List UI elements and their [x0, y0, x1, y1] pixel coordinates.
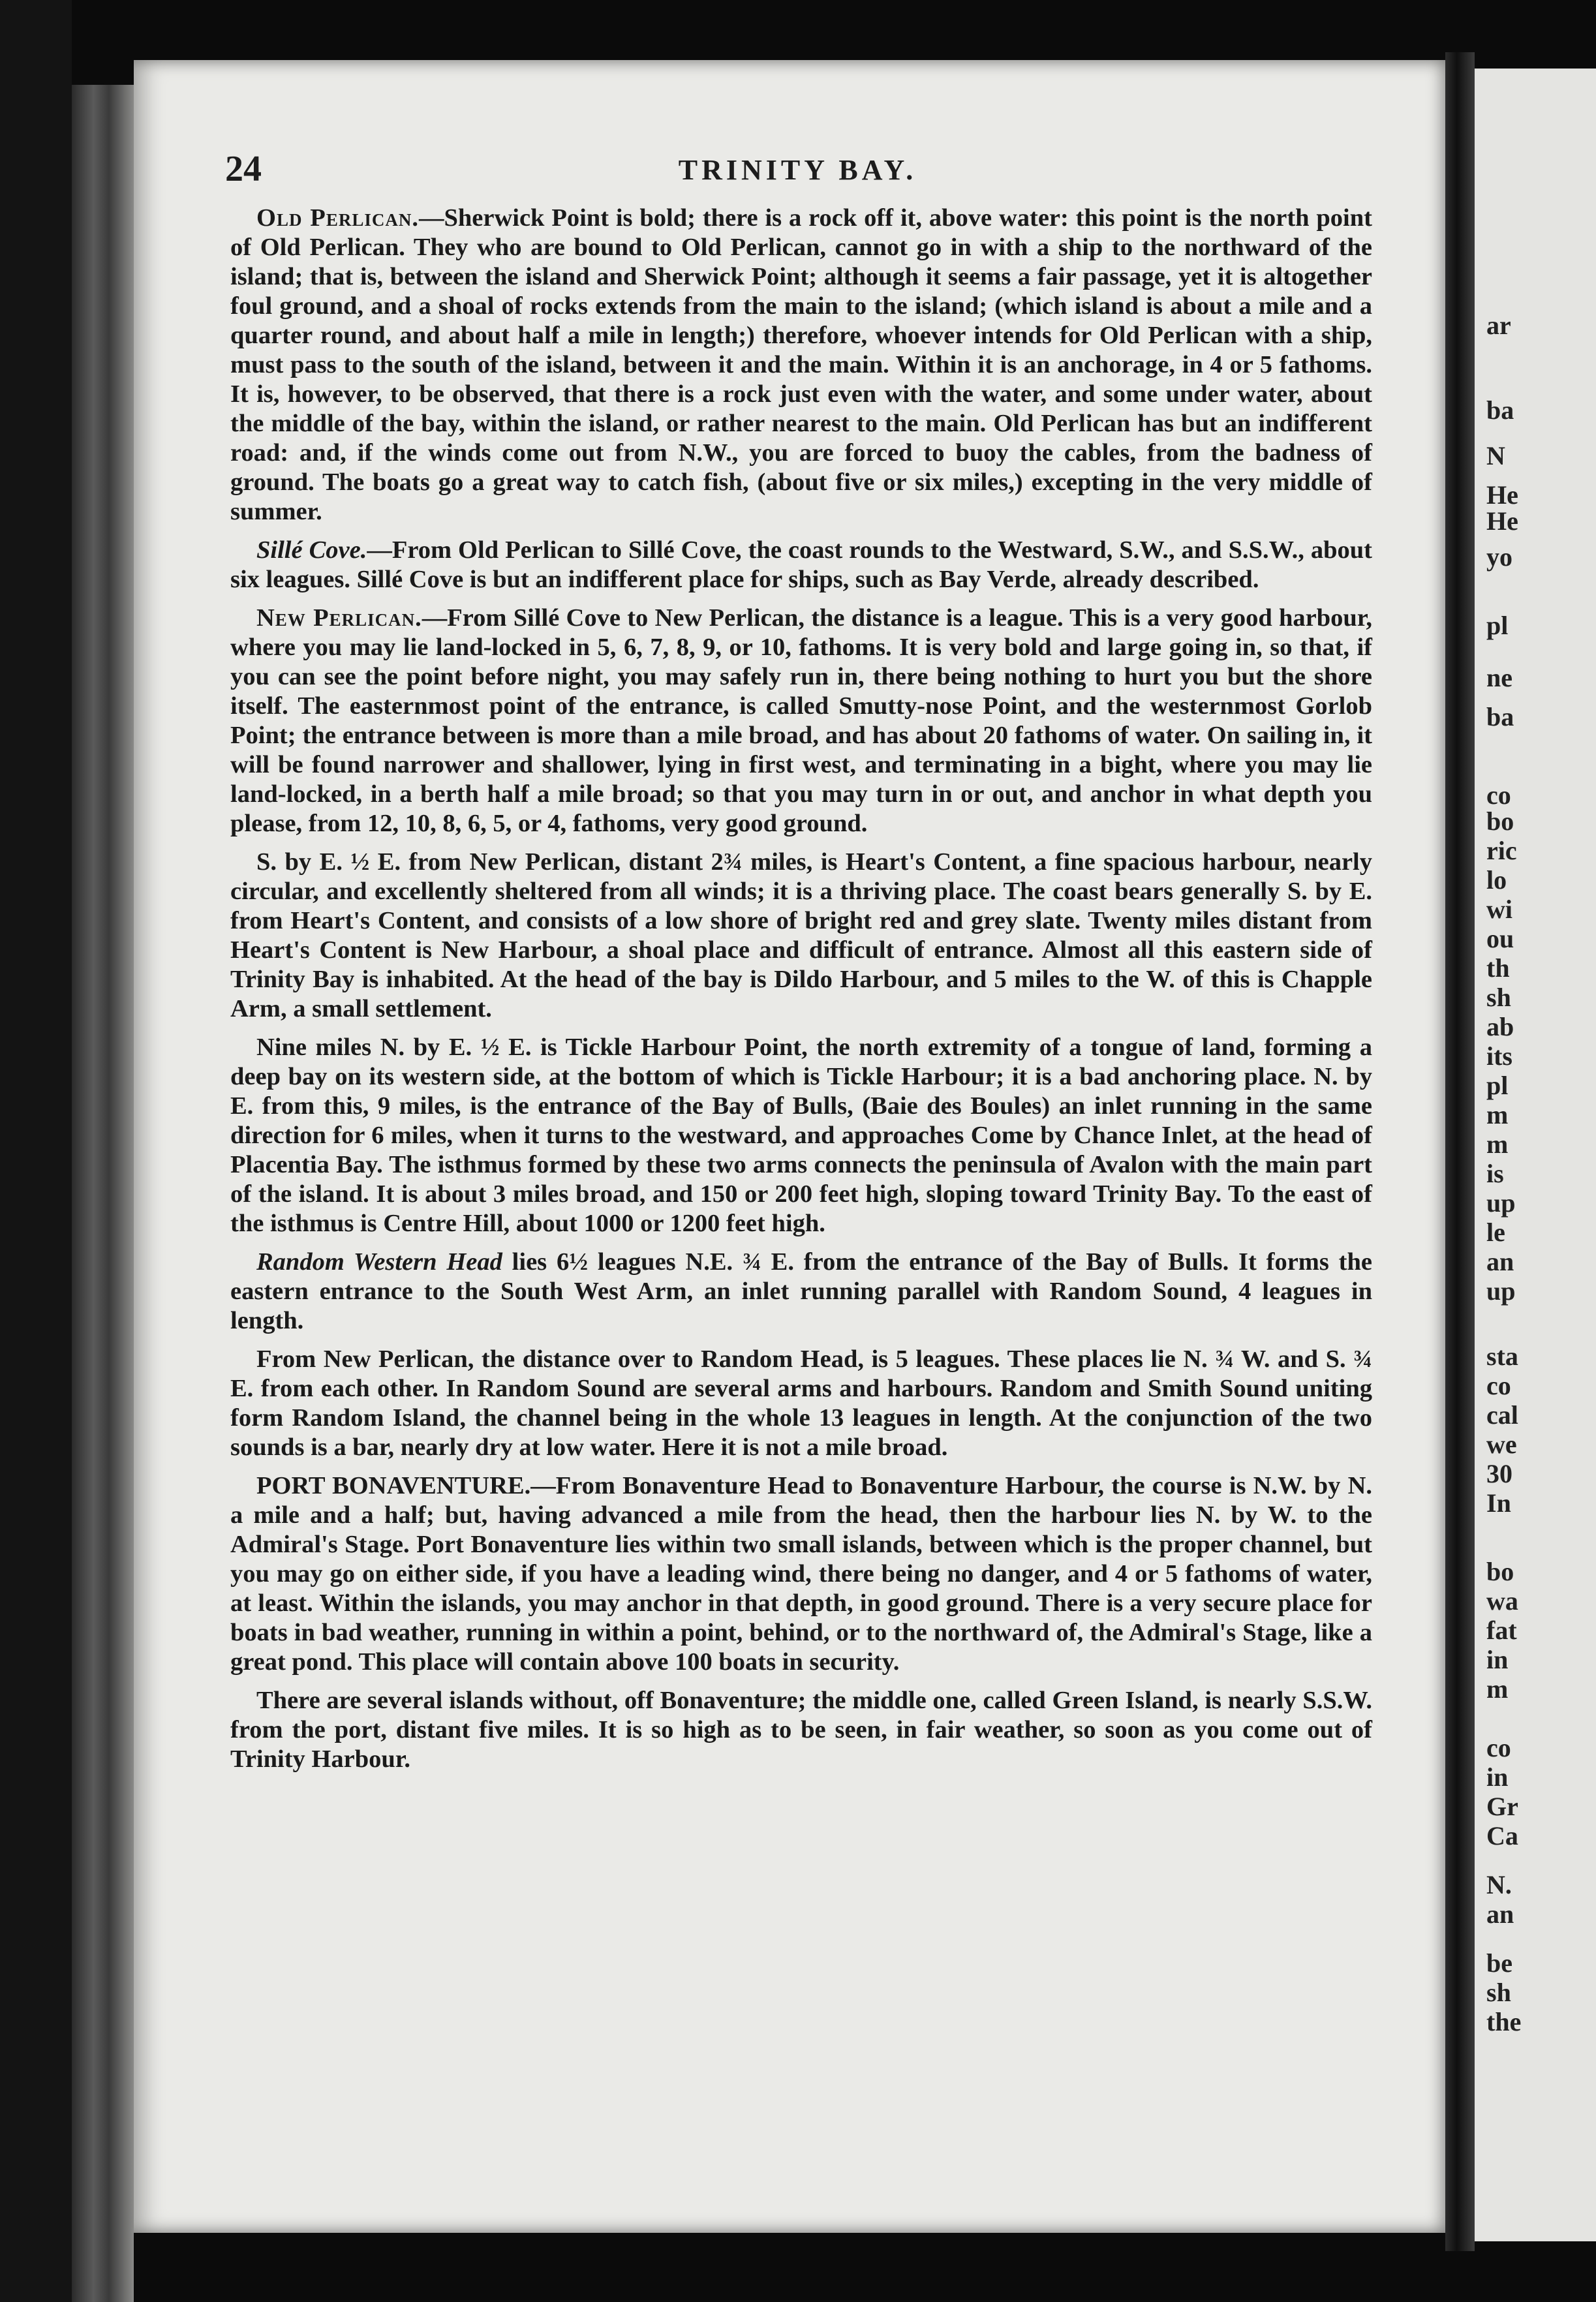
adjacent-page-fragment: Gr: [1486, 1792, 1518, 1821]
adjacent-page-fragment: ba: [1486, 395, 1514, 425]
adjacent-page-fragment: is: [1486, 1159, 1504, 1188]
running-head: TRINITY BAY.: [678, 154, 917, 186]
adjacent-page-fragment: we: [1486, 1430, 1517, 1459]
book-page: [134, 60, 1449, 2233]
adjacent-page-fragment: an: [1486, 1247, 1514, 1276]
paragraph-text: There are several islands without, off Bonaventure; the middle one, called Green Island, is nearly S.S.W. from the port, distant five miles. It is so high as to be seen, in fair weather, so soon as you come out of Trinity Harbour.: [230, 1687, 1372, 1773]
adjacent-page-fragment: ne: [1486, 663, 1512, 692]
page-header: [225, 148, 1370, 194]
adjacent-page-fragment: sh: [1486, 1978, 1511, 2007]
paragraph-text: From New Perlican, the distance over to Random Head, is 5 leagues. These places lie N. ¾ W. and S. ¾ E. from each other. In Random Sound are several arms and harbours. Random and Smith Sound uniting form Random Island, the channel being in the whole 13 leagues in length. At the conjunction of the two sounds is a bar, nearly dry at low water. Here it is not a mile broad.: [230, 1345, 1372, 1461]
paragraph: [230, 536, 1372, 594]
adjacent-page-fragment: Ca: [1486, 1821, 1518, 1850]
adjacent-page-fragment: le: [1486, 1218, 1505, 1247]
adjacent-page-fragment: cal: [1486, 1400, 1518, 1430]
paragraph-text: —From Old Perlican to Sillé Cove, the coast rounds to the Westward, S.W., and S.S.W., about six leagues. Sillé Cove is but an indifferent place for ships, such as Bay Verde, already described.: [230, 536, 1373, 593]
adjacent-page-fragment: m: [1486, 1674, 1509, 1704]
paragraph: [230, 1345, 1372, 1462]
adjacent-page-fragment: ab: [1486, 1012, 1514, 1041]
adjacent-page-fragment: In: [1486, 1488, 1511, 1518]
adjacent-page-fragment: be: [1486, 1948, 1512, 1978]
paragraph-lead: PORT BONAVENTURE.: [256, 1472, 531, 1499]
adjacent-page-fragment: N: [1486, 441, 1505, 470]
adjacent-page-fragment: yo: [1486, 542, 1512, 572]
paragraph-text: —From Bonaventure Head to Bonaventure Harbour, the course is N.W. by N. a mile and a half; but, having advanced a mile from the head, then the harbour lies N. by W. to the Admiral's Stage. Port Bonaventure lies within two small islands, between which is the proper channel, but you may go on either side, if you have a leading wind, there being no danger, and 4 or 5 fathoms of water, at least. Within the islands, you may anchor in that depth, in good ground. There is a very secure place for boats in bad weather, running in within a point, behind, or to the northward of, the Admiral's Stage, like a great pond. This place will contain above 100 boats in security.: [230, 1472, 1372, 1676]
adjacent-page-fragment: co: [1486, 1733, 1511, 1762]
adjacent-page-fragment: lo: [1486, 865, 1507, 895]
adjacent-page-fragment: fat: [1486, 1616, 1517, 1645]
adjacent-page-fragment: wa: [1486, 1586, 1518, 1616]
adjacent-page-fragment: in: [1486, 1645, 1509, 1674]
paragraph: [230, 1686, 1372, 1774]
adjacent-page-fragment: bo: [1486, 806, 1514, 836]
paragraph-text: lies 6½ leagues N.E. ¾ E. from the entrance of the Bay of Bulls. It forms the eastern entrance to the South West Arm, an inlet running parallel with Random Sound, 4 leagues in length.: [230, 1248, 1372, 1334]
paragraph: [230, 1471, 1372, 1677]
book-spine: [72, 85, 134, 2302]
adjacent-page-fragment: He: [1486, 506, 1518, 536]
adjacent-page-fragment: m: [1486, 1100, 1509, 1129]
paragraph-lead: Random Western Head: [256, 1248, 502, 1276]
adjacent-page-fragment: m: [1486, 1129, 1509, 1159]
adjacent-page-fragment: up: [1486, 1188, 1516, 1218]
adjacent-page-fragment: N.: [1486, 1870, 1512, 1899]
paragraph: [230, 848, 1372, 1024]
adjacent-page-fragment: its: [1486, 1041, 1512, 1071]
adjacent-page-fragment: wi: [1486, 895, 1512, 924]
paragraph: [230, 1248, 1372, 1336]
adjacent-page-fragment: ar: [1486, 311, 1511, 340]
adjacent-page-fragment: ba: [1486, 702, 1514, 731]
page-number: 24: [225, 149, 262, 189]
adjacent-page-fragment: pl: [1486, 611, 1509, 640]
adjacent-page-fragment: co: [1486, 780, 1511, 810]
adjacent-page-fragment: 30: [1486, 1459, 1512, 1488]
adjacent-page-fragment: up: [1486, 1276, 1516, 1306]
paragraph-text: —From Sillé Cove to New Perlican, the distance is a league. This is a very good harbour, where you may lie land-locked in 5, 6, 7, 8, 9, or 10, fathoms. It is very bold and large going in, so that, if you can see the point before night, you may safely run in, there being nothing to hurt you but the shore itself. The easternmost point of the entrance, is called Smutty-nose Point, and the westernmost Gorlob Point; the entrance between is more than a mile broad, and has about 20 fathoms of water. On sailing in, it will be found narrower and shallower, lying in first west, and terminating in a bight, where you may lie land-locked, in a berth half a mile broad; so that you may turn in or out, and anchor in what depth you please, from 12, 10, 8, 6, 5, or 4, fathoms, very good ground.: [230, 604, 1372, 837]
paragraph-lead: New Perlican.: [256, 604, 422, 632]
text-body: [230, 204, 1372, 1783]
adjacent-page-fragment: the: [1486, 2007, 1522, 2036]
adjacent-page-fragment: co: [1486, 1371, 1511, 1400]
adjacent-page-fragment: pl: [1486, 1071, 1509, 1100]
adjacent-page-fragment: th: [1486, 953, 1510, 983]
paragraph-text: —Sherwick Point is bold; there is a rock off it, above water: this point is the north point of Old Perlican. They who are bound to Old Perlican, cannot go in with a ship to the northward of the island; that is, between the island and Sherwick Point; although it seems a fair passage, yet it is altogether foul ground, and a shoal of rocks extends from the main to the island; (which island is about a mile and a quarter round, and about half a mile in length;) therefore, whoever intends for Old Perlican with a ship, must pass to the south of the island, between it and the main. Within it is an anchorage, in 4 or 5 fathoms. It is, however, to be observed, that there is a rock just even with the water, and some under water, about the middle of the bay, within the island, or rather nearest to the main. Old Perlican has but an indifferent road: and, if the winds come out from N.W., you are forced to buoy the cables, from the badness of ground. The boats go a great way to catch fish, (about five or six miles,) excepting in the very middle of summer.: [230, 204, 1372, 525]
paragraph: [230, 1033, 1372, 1238]
adjacent-page-fragment: bo: [1486, 1557, 1514, 1586]
adjacent-page-fragment: in: [1486, 1762, 1509, 1792]
paragraph-text: Nine miles N. by E. ½ E. is Tickle Harbour Point, the north extremity of a tongue of land, forming a deep bay on its western side, at the bottom of which is Tickle Harbour; it is a bad anchoring place. N. by E. from this, 9 miles, is the entrance of the Bay of Bulls, (Baie des Boules) an inlet running in the same direction for 6 miles, when it turns to the westward, and approaches Come by Chance Inlet, at the head of Placentia Bay. The isthmus formed by these two arms connects the peninsula of Avalon with the main part of the island. It is about 3 miles broad, and 150 or 200 feet high, sloping toward Trinity Bay. To the east of the isthmus is Centre Hill, about 1000 or 1200 feet high.: [230, 1034, 1372, 1237]
book-gutter: [1445, 52, 1475, 2251]
adjacent-page-fragment: He: [1486, 480, 1518, 510]
adjacent-page-fragment: an: [1486, 1899, 1514, 1929]
paragraph-text: S. by E. ½ E. from New Perlican, distant 2¾ miles, is Heart's Content, a fine spacious harbour, nearly circular, and excellently sheltered from all winds; it is a thriving place. The coast bears generally S. by E. from Heart's Content, and consists of a low shore of bright red and grey slate. Twenty miles distant from Heart's Content is New Harbour, a shoal place and difficult of entrance. Almost all this eastern side of Trinity Bay is inhabited. At the head of the bay is Dildo Harbour, and 5 miles to the W. of this is Chapple Arm, a small settlement.: [230, 848, 1372, 1022]
adjacent-page-fragment: ou: [1486, 924, 1514, 953]
scan-border-left: [0, 0, 72, 2302]
adjacent-page-fragment: sh: [1486, 983, 1511, 1012]
adjacent-page-edge: [1475, 69, 1596, 2241]
paragraph-lead: Sillé Cove.: [256, 536, 367, 564]
paragraph-lead: Old Perlican.: [256, 204, 419, 232]
adjacent-page-fragment: sta: [1486, 1342, 1518, 1371]
paragraph: [230, 604, 1372, 838]
adjacent-page-fragment: ric: [1486, 836, 1517, 865]
paragraph: [230, 204, 1372, 527]
